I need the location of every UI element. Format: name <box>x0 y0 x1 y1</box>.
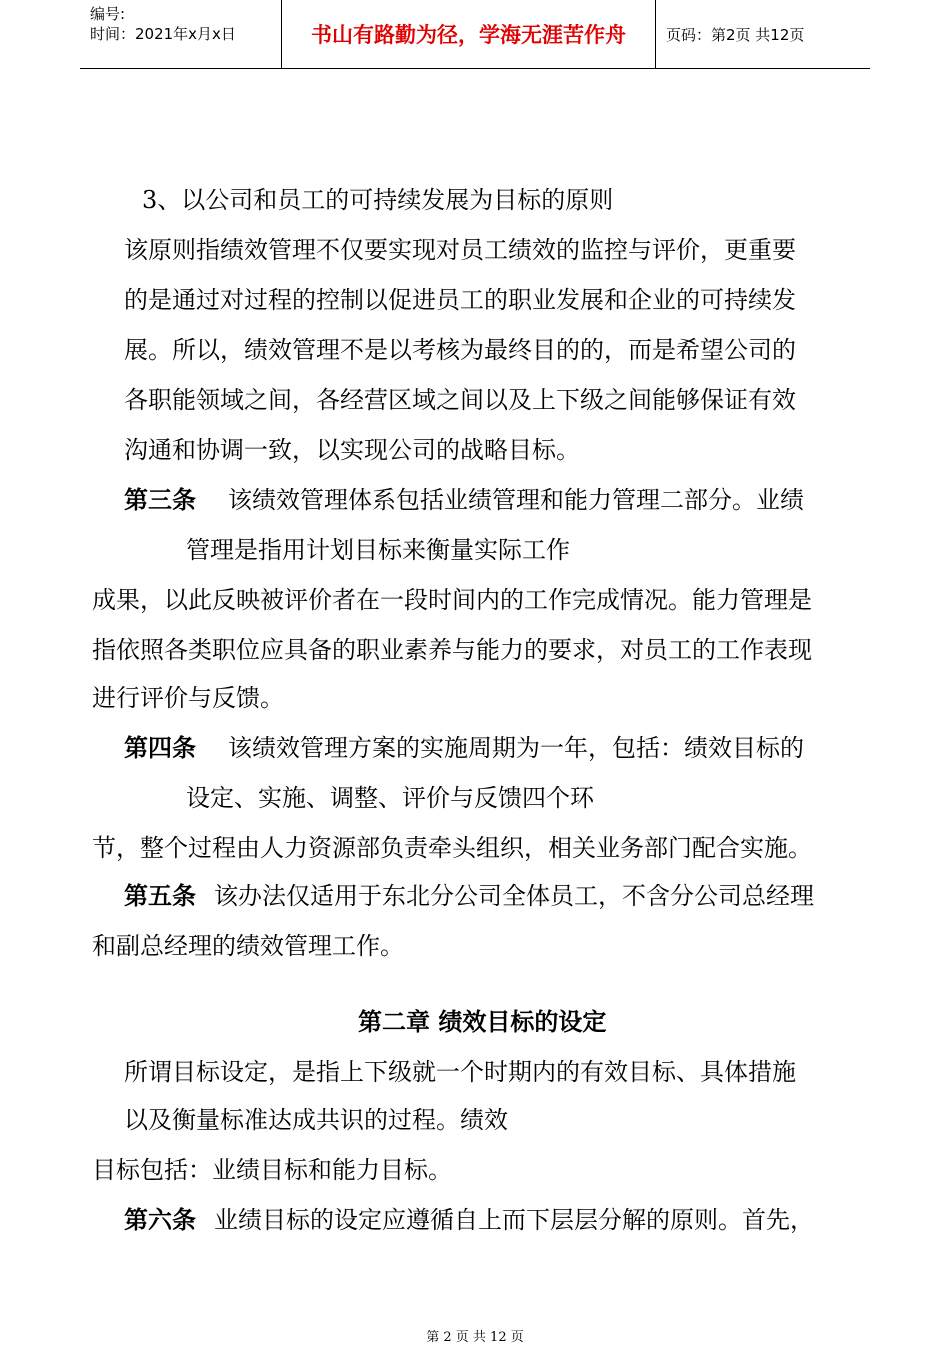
paragraph-line: 进行评价与反馈。 <box>92 684 284 712</box>
article-label: 第四条 <box>124 733 196 762</box>
page-footer: 第 2 页 共 12 页 <box>426 1330 524 1345</box>
paragraph-line: 成果，以此反映被评价者在一段时间内的工作完成情况。能力管理是 <box>92 586 812 614</box>
number-label: 编号: <box>90 5 126 23</box>
paragraph-line: 沟通和协调一致，以实现公司的战略目标。 <box>124 436 580 464</box>
paragraph-line: 指依照各类职位应具备的职业素养与能力的要求，对员工的工作表现 <box>92 636 812 664</box>
paragraph-line: 目标包括：业绩目标和能力目标。 <box>92 1156 452 1184</box>
paragraph-line: 以及衡量标准达成共识的过程。绩效 <box>124 1106 508 1134</box>
section-title: 3、以公司和员工的可持续发展为目标的原则 <box>142 186 614 214</box>
page-header <box>80 0 870 69</box>
paragraph-line: 业绩目标的设定应遵循自上而下层层分解的原则。首先， <box>214 1206 814 1234</box>
paragraph-line: 该绩效管理方案的实施周期为一年，包括：绩效目标的 <box>228 734 804 762</box>
article-label: 第三条 <box>124 485 196 514</box>
paragraph-line: 该原则指绩效管理不仅要实现对员工绩效的监控与评价，更重要 <box>124 236 796 264</box>
paragraph-line: 节，整个过程由人力资源部负责牵头组织，相关业务部门配合实施。 <box>92 834 812 862</box>
header-motto: 书山有路勤为径，学海无涯苦作舟 <box>282 0 656 68</box>
paragraph-line: 管理是指用计划目标来衡量实际工作 <box>186 536 570 564</box>
paragraph-line: 所谓目标设定，是指上下级就一个时期内的有效目标、具体措施 <box>124 1058 796 1086</box>
paragraph-line: 设定、实施、调整、评价与反馈四个环 <box>186 784 594 812</box>
paragraph-line: 展。所以，绩效管理不是以考核为最终目的的，而是希望公司的 <box>124 336 796 364</box>
time-label: 时间：2021年x月x日 <box>90 25 236 43</box>
header-meta <box>80 0 282 68</box>
paragraph-line: 和副总经理的绩效管理工作。 <box>92 932 404 960</box>
article-label: 第六条 <box>124 1205 196 1234</box>
paragraph-line: 该绩效管理体系包括业绩管理和能力管理二部分。业绩 <box>228 486 804 514</box>
paragraph-line: 各职能领域之间，各经营区域之间以及上下级之间能够保证有效 <box>124 386 796 414</box>
paragraph-line: 的是通过对过程的控制以促进员工的职业发展和企业的可持续发 <box>124 286 796 314</box>
chapter-title: 第二章 绩效目标的设定 <box>358 1007 607 1036</box>
header-page-info: 页码：第2页 共12页 <box>666 25 805 44</box>
article-label: 第五条 <box>124 881 196 910</box>
paragraph-line: 该办法仅适用于东北分公司全体员工，不含分公司总经理 <box>214 882 814 910</box>
